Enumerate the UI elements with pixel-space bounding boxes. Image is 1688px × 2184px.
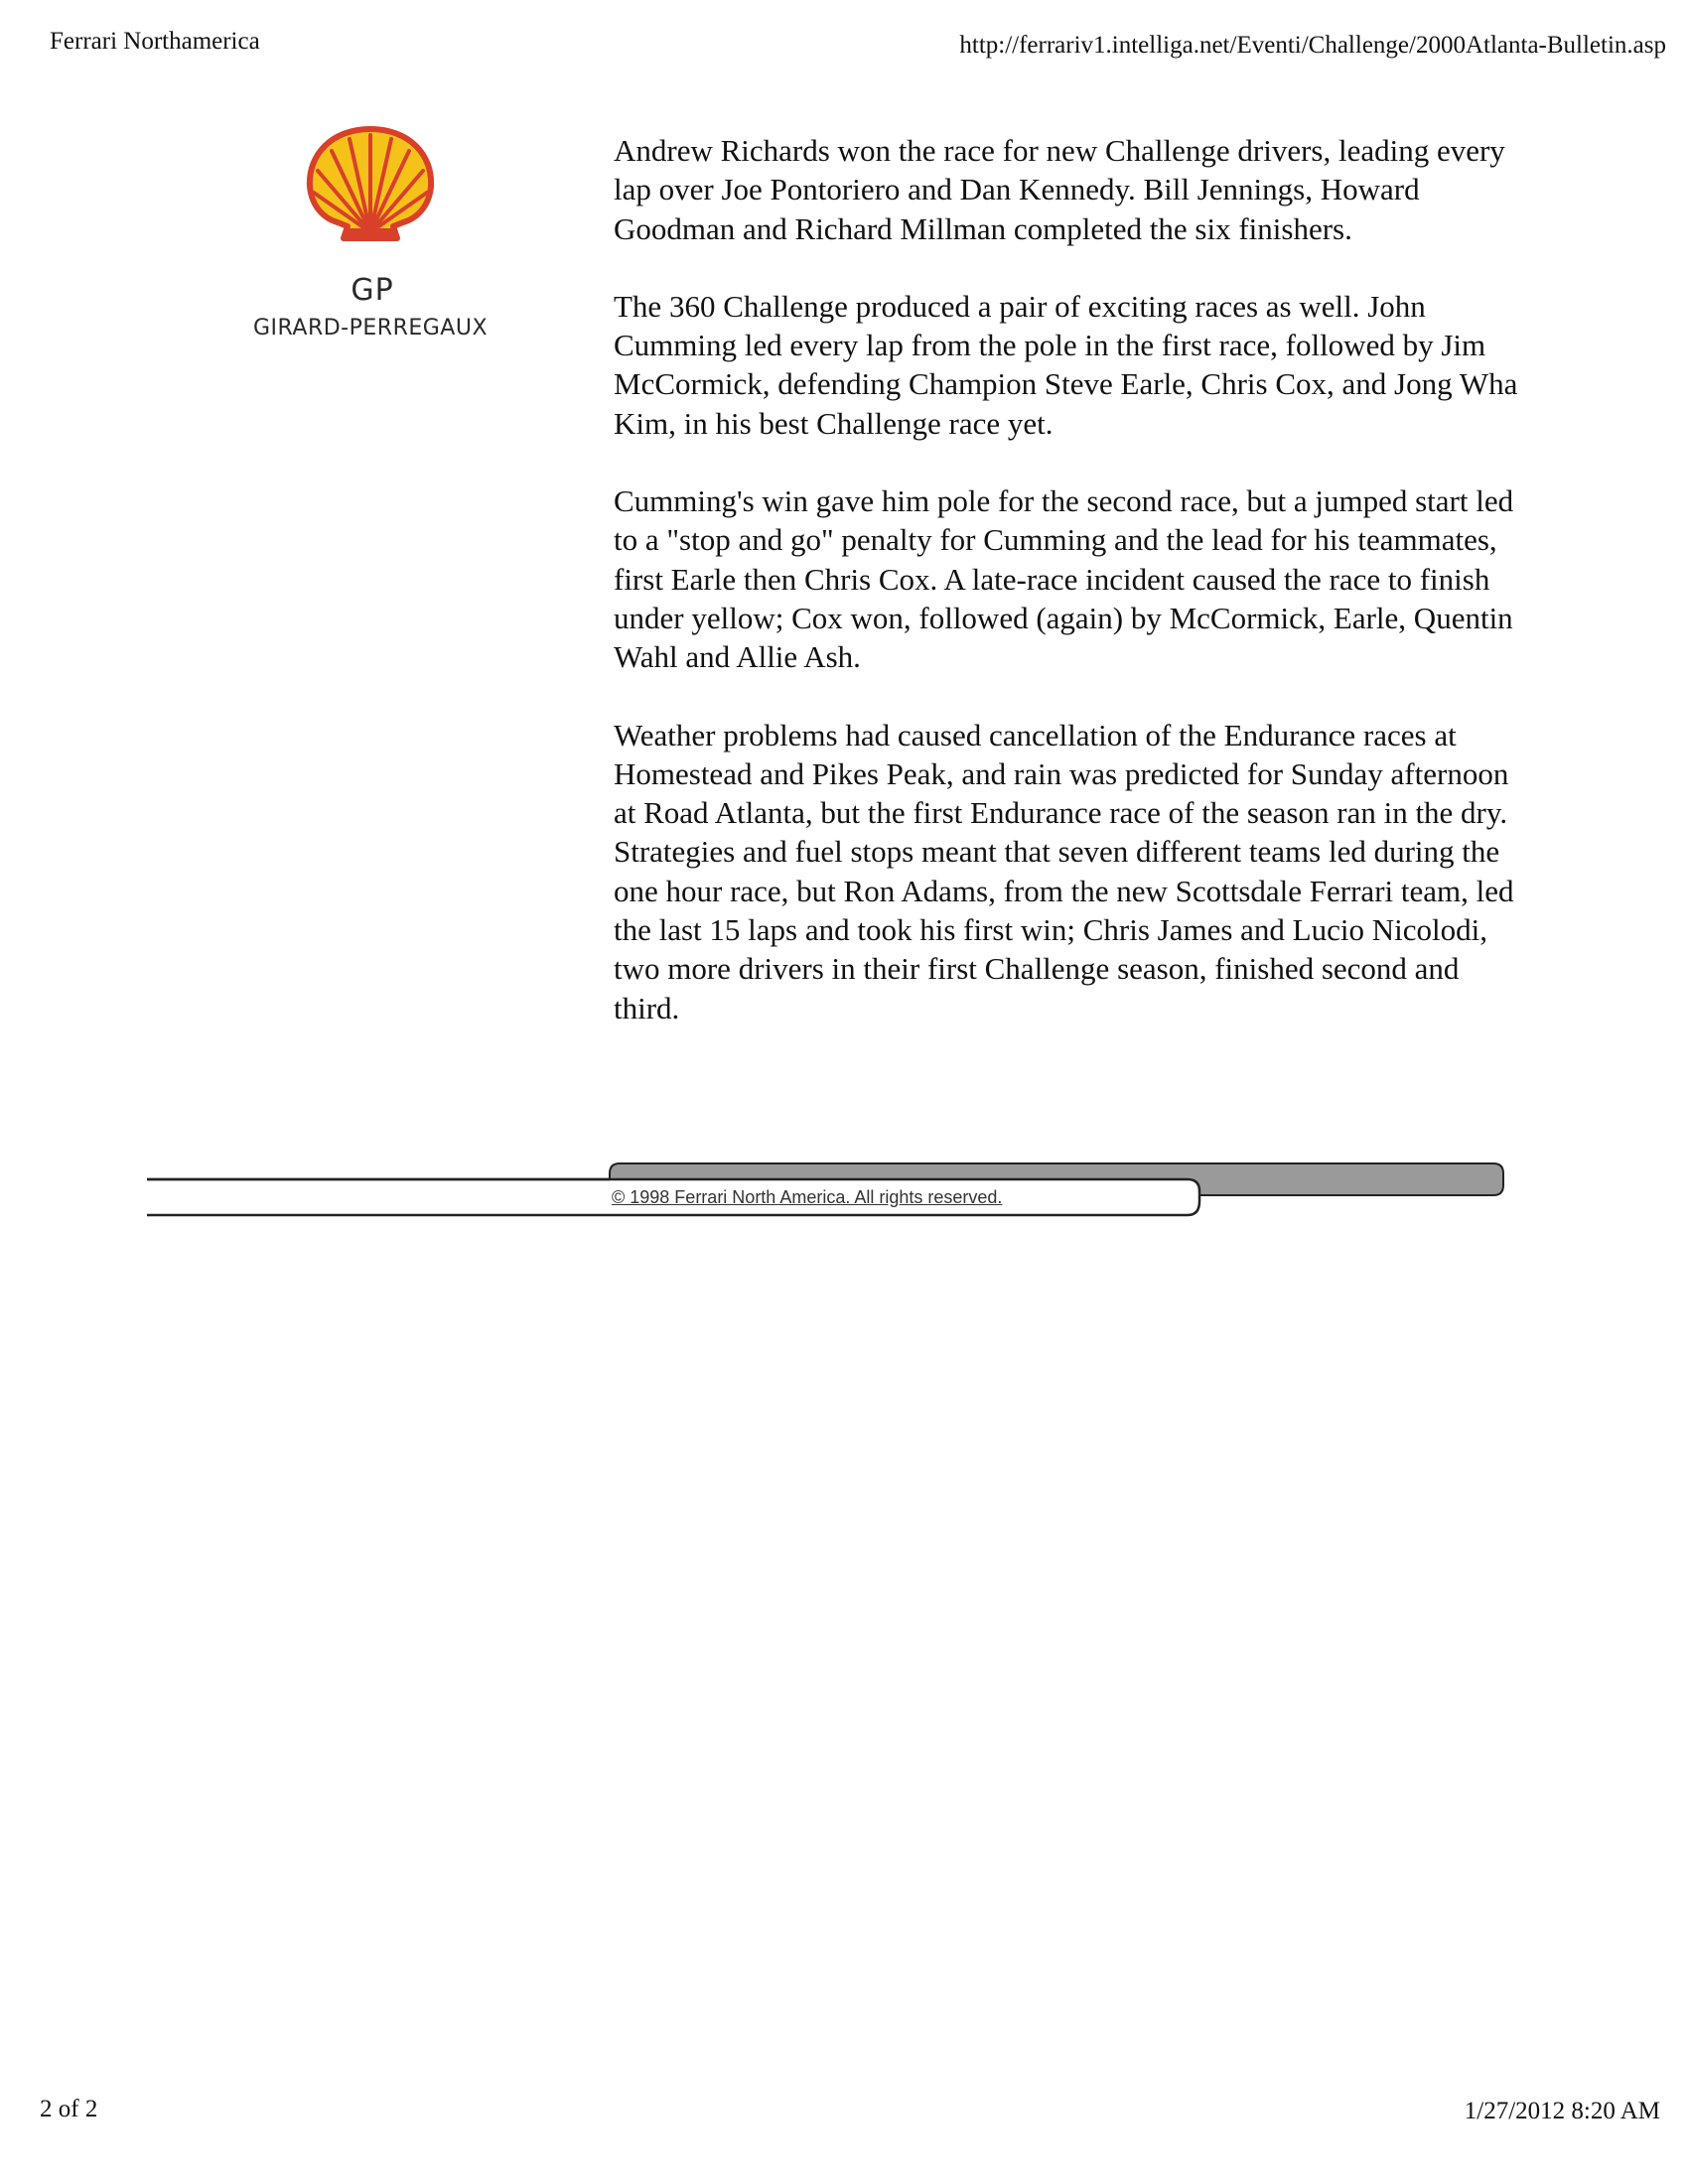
article-body	[614, 131, 1527, 1066]
print-header-url: http://ferrariv1.intelliga.net/Eventi/Challenge/2000Atlanta-Bulletin.asp	[959, 32, 1666, 59]
article-paragraph: Andrew Richards won the race for new Challenge drivers, leading every lap over Joe Pontoriero and Dan Kennedy. Bill Jennings, Howard Goodman and Richard Millman completed the six finishers.	[614, 133, 1505, 246]
article-paragraph: Weather problems had caused cancellation of the Endurance races at Homestead and Pikes Peak, and rain was predicted for Sunday afternoon at Road Atlanta, but the first Endurance race of the season ran in the dry. Strategies and fuel stops meant that seven different teams led during the one hour race, but Ron Adams, from the new Scottsdale Ferrari team, led the last 15 laps and took his first win; Chris James and Lucio Nicolodi, two more drivers in their first Challenge season, finished second and third.	[614, 717, 1514, 1025]
page-number: 2 of 2	[40, 2096, 98, 2122]
print-header-title: Ferrari Northamerica	[50, 28, 260, 55]
shell-logo-icon	[304, 125, 437, 242]
article-paragraph: The 360 Challenge produced a pair of exciting races as well. John Cumming led every lap from the pole in the first race, followed by Jim McCormick, defending Champion Steve Earle, Chris Cox, and Jong Wha Kim, in his best Challenge race yet.	[614, 288, 1518, 441]
copyright-link[interactable]: © 1998 Ferrari North America. All rights reserved.	[612, 1187, 1003, 1207]
print-datetime: 1/27/2012 8:20 AM	[1464, 2098, 1660, 2124]
girard-perregaux-logo-text: GIRARD-PERREGAUX	[252, 316, 489, 341]
gp-logo-mark: GP	[351, 273, 394, 308]
article-paragraph: Cumming's win gave him pole for the second race, but a jumped start led to a "stop and go" penalty for Cumming and the lead for his teammates, first Earle then Chris Cox. A late-race incident caused the race to finish under yellow; Cox won, followed (again) by McCormick, Earle, Quentin Wahl and Allie Ash.	[614, 483, 1514, 675]
